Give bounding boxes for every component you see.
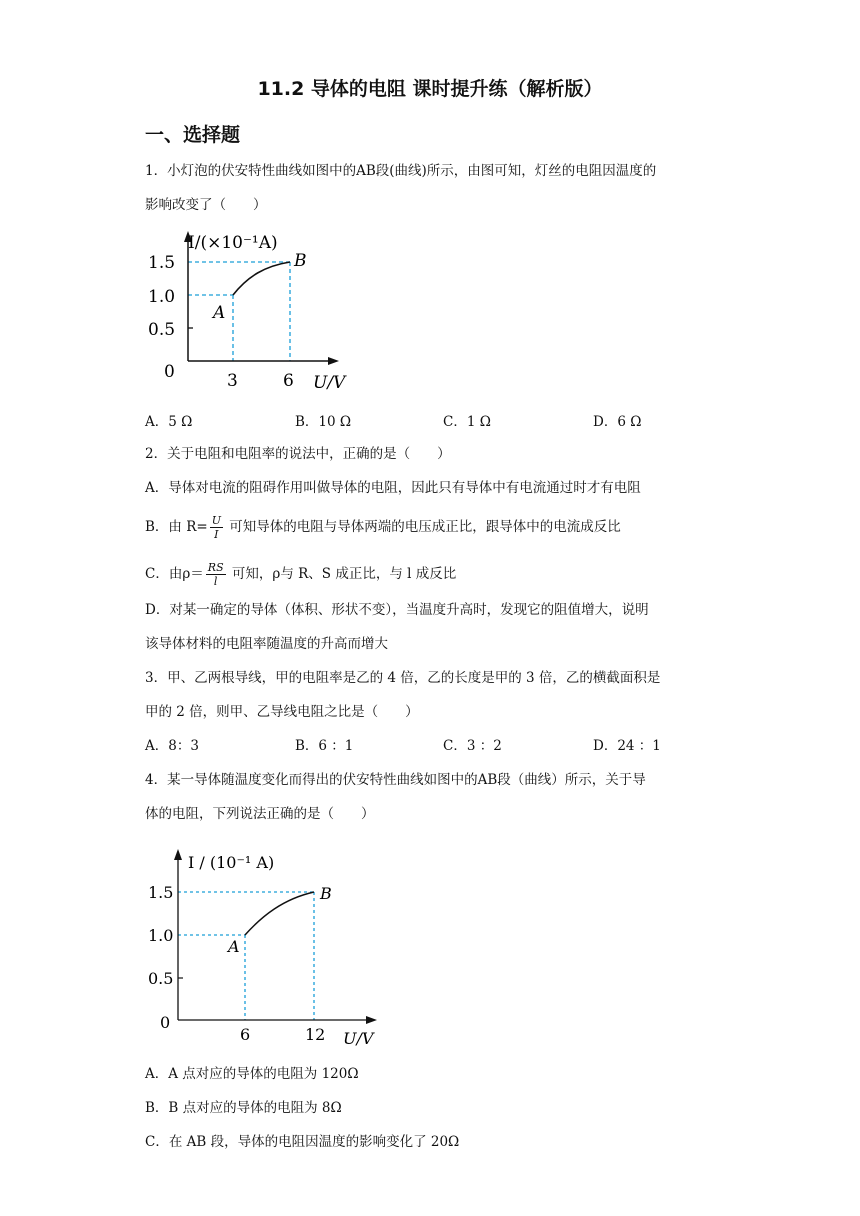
- q3-option-b: B．6 ：1: [295, 738, 354, 754]
- q2-option-d-line2: 该导体材料的电阻率随温度的升高而增大: [145, 636, 388, 652]
- q1-point-a-label: A: [213, 303, 226, 323]
- q4-stem-line1: 4．某一导体随温度变化而得出的伏安特性曲线如图中的AB段（曲线）所示，关于导: [145, 772, 646, 788]
- q2-option-c: C．由ρ＝ $\frac{RS}{l}$ 可知，ρ与 R、S 成正比，与 l 成反比: [145, 561, 457, 588]
- q4-stem-line2: 体的电阻，下列说法正确的是（ ）: [145, 806, 375, 822]
- q3-option-a: A．8：3: [145, 738, 199, 754]
- q1-option-b: B．10 Ω: [295, 414, 352, 430]
- q4-y-axis-label: I / (10⁻¹ A): [188, 853, 275, 872]
- q1-option-d: D．6 Ω: [593, 414, 642, 430]
- q4-x-axis-label: U/V: [343, 1029, 374, 1048]
- page-title: 11.2 导体的电阻 课时提升练（解析版）: [257, 78, 603, 100]
- q2-option-d-line1: D．对某一确定的导体（体积、形状不变），当温度升高时，发现它的阻值增大，说明: [145, 602, 649, 618]
- q2-option-b: B．由 R= $\frac{U}{I}$ 可知导体的电阻与导体两端的电压成正比，跟导体中的电流成反比: [145, 514, 621, 541]
- q3-stem-line1: 3．甲、乙两根导线，甲的电阻率是乙的 4 倍，乙的长度是甲的 3 倍，乙的横截面积是: [145, 670, 661, 686]
- q1-option-c: C．1 Ω: [443, 414, 491, 430]
- q4-option-c: C．在 AB 段，导体的电阻因温度的影响变化了 20Ω: [145, 1134, 460, 1150]
- q4-option-b: B．B 点对应的导体的电阻为 8Ω: [145, 1100, 342, 1116]
- q4-guide-lines: [178, 892, 314, 1020]
- q1-ytick-15: 1.5: [148, 253, 176, 273]
- q4-point-a-label: A: [228, 937, 240, 956]
- q4-xtick-6: 6: [240, 1025, 251, 1044]
- q4-xtick-12: 12: [305, 1025, 326, 1044]
- section-heading: 一、选择题: [145, 124, 241, 146]
- q4-option-a: A．A 点对应的导体的电阻为 120Ω: [145, 1066, 359, 1082]
- q1-y-axis-label: I/(×10⁻¹A): [188, 233, 278, 253]
- q4-curve-ab: [245, 892, 314, 935]
- q1-stem-line1: 1．小灯泡的伏安特性曲线如图中的AB段(曲线)所示，由图可知，灯丝的电阻因温度的: [145, 163, 657, 179]
- q1-ytick-10: 1.0: [148, 287, 176, 307]
- q2-stem: 2．关于电阻和电阻率的说法中，正确的是（ ）: [145, 446, 451, 462]
- q4-ytick-15: 1.5: [148, 883, 174, 902]
- q1-point-b-label: B: [294, 251, 307, 271]
- q1-x-axis-label: U/V: [313, 373, 346, 393]
- q2-option-a: A．导体对电流的阻碍作用叫做导体的电阻，因此只有导体中有电流通过时才有电阻: [145, 480, 641, 496]
- q1-origin-label: 0: [164, 362, 175, 382]
- q1-xtick-3: 3: [227, 371, 238, 391]
- q4-origin-label: 0: [160, 1013, 171, 1032]
- q1-xtick-6: 6: [283, 371, 294, 391]
- q1-option-a: A．5 Ω: [145, 414, 193, 430]
- q3-stem-line2: 甲的 2 倍，则甲、乙导线电阻之比是（ ）: [145, 704, 419, 720]
- q1-ytick-05: 0.5: [148, 320, 176, 340]
- q1-stem-line2: 影响改变了（ ）: [145, 197, 267, 213]
- q3-option-c: C．3 ：2: [443, 738, 502, 754]
- q4-ytick-05: 0.5: [148, 969, 174, 988]
- q3-option-d: D．24 ：1: [593, 738, 661, 754]
- q4-point-b-label: B: [320, 884, 332, 903]
- q4-ytick-10: 1.0: [148, 926, 174, 945]
